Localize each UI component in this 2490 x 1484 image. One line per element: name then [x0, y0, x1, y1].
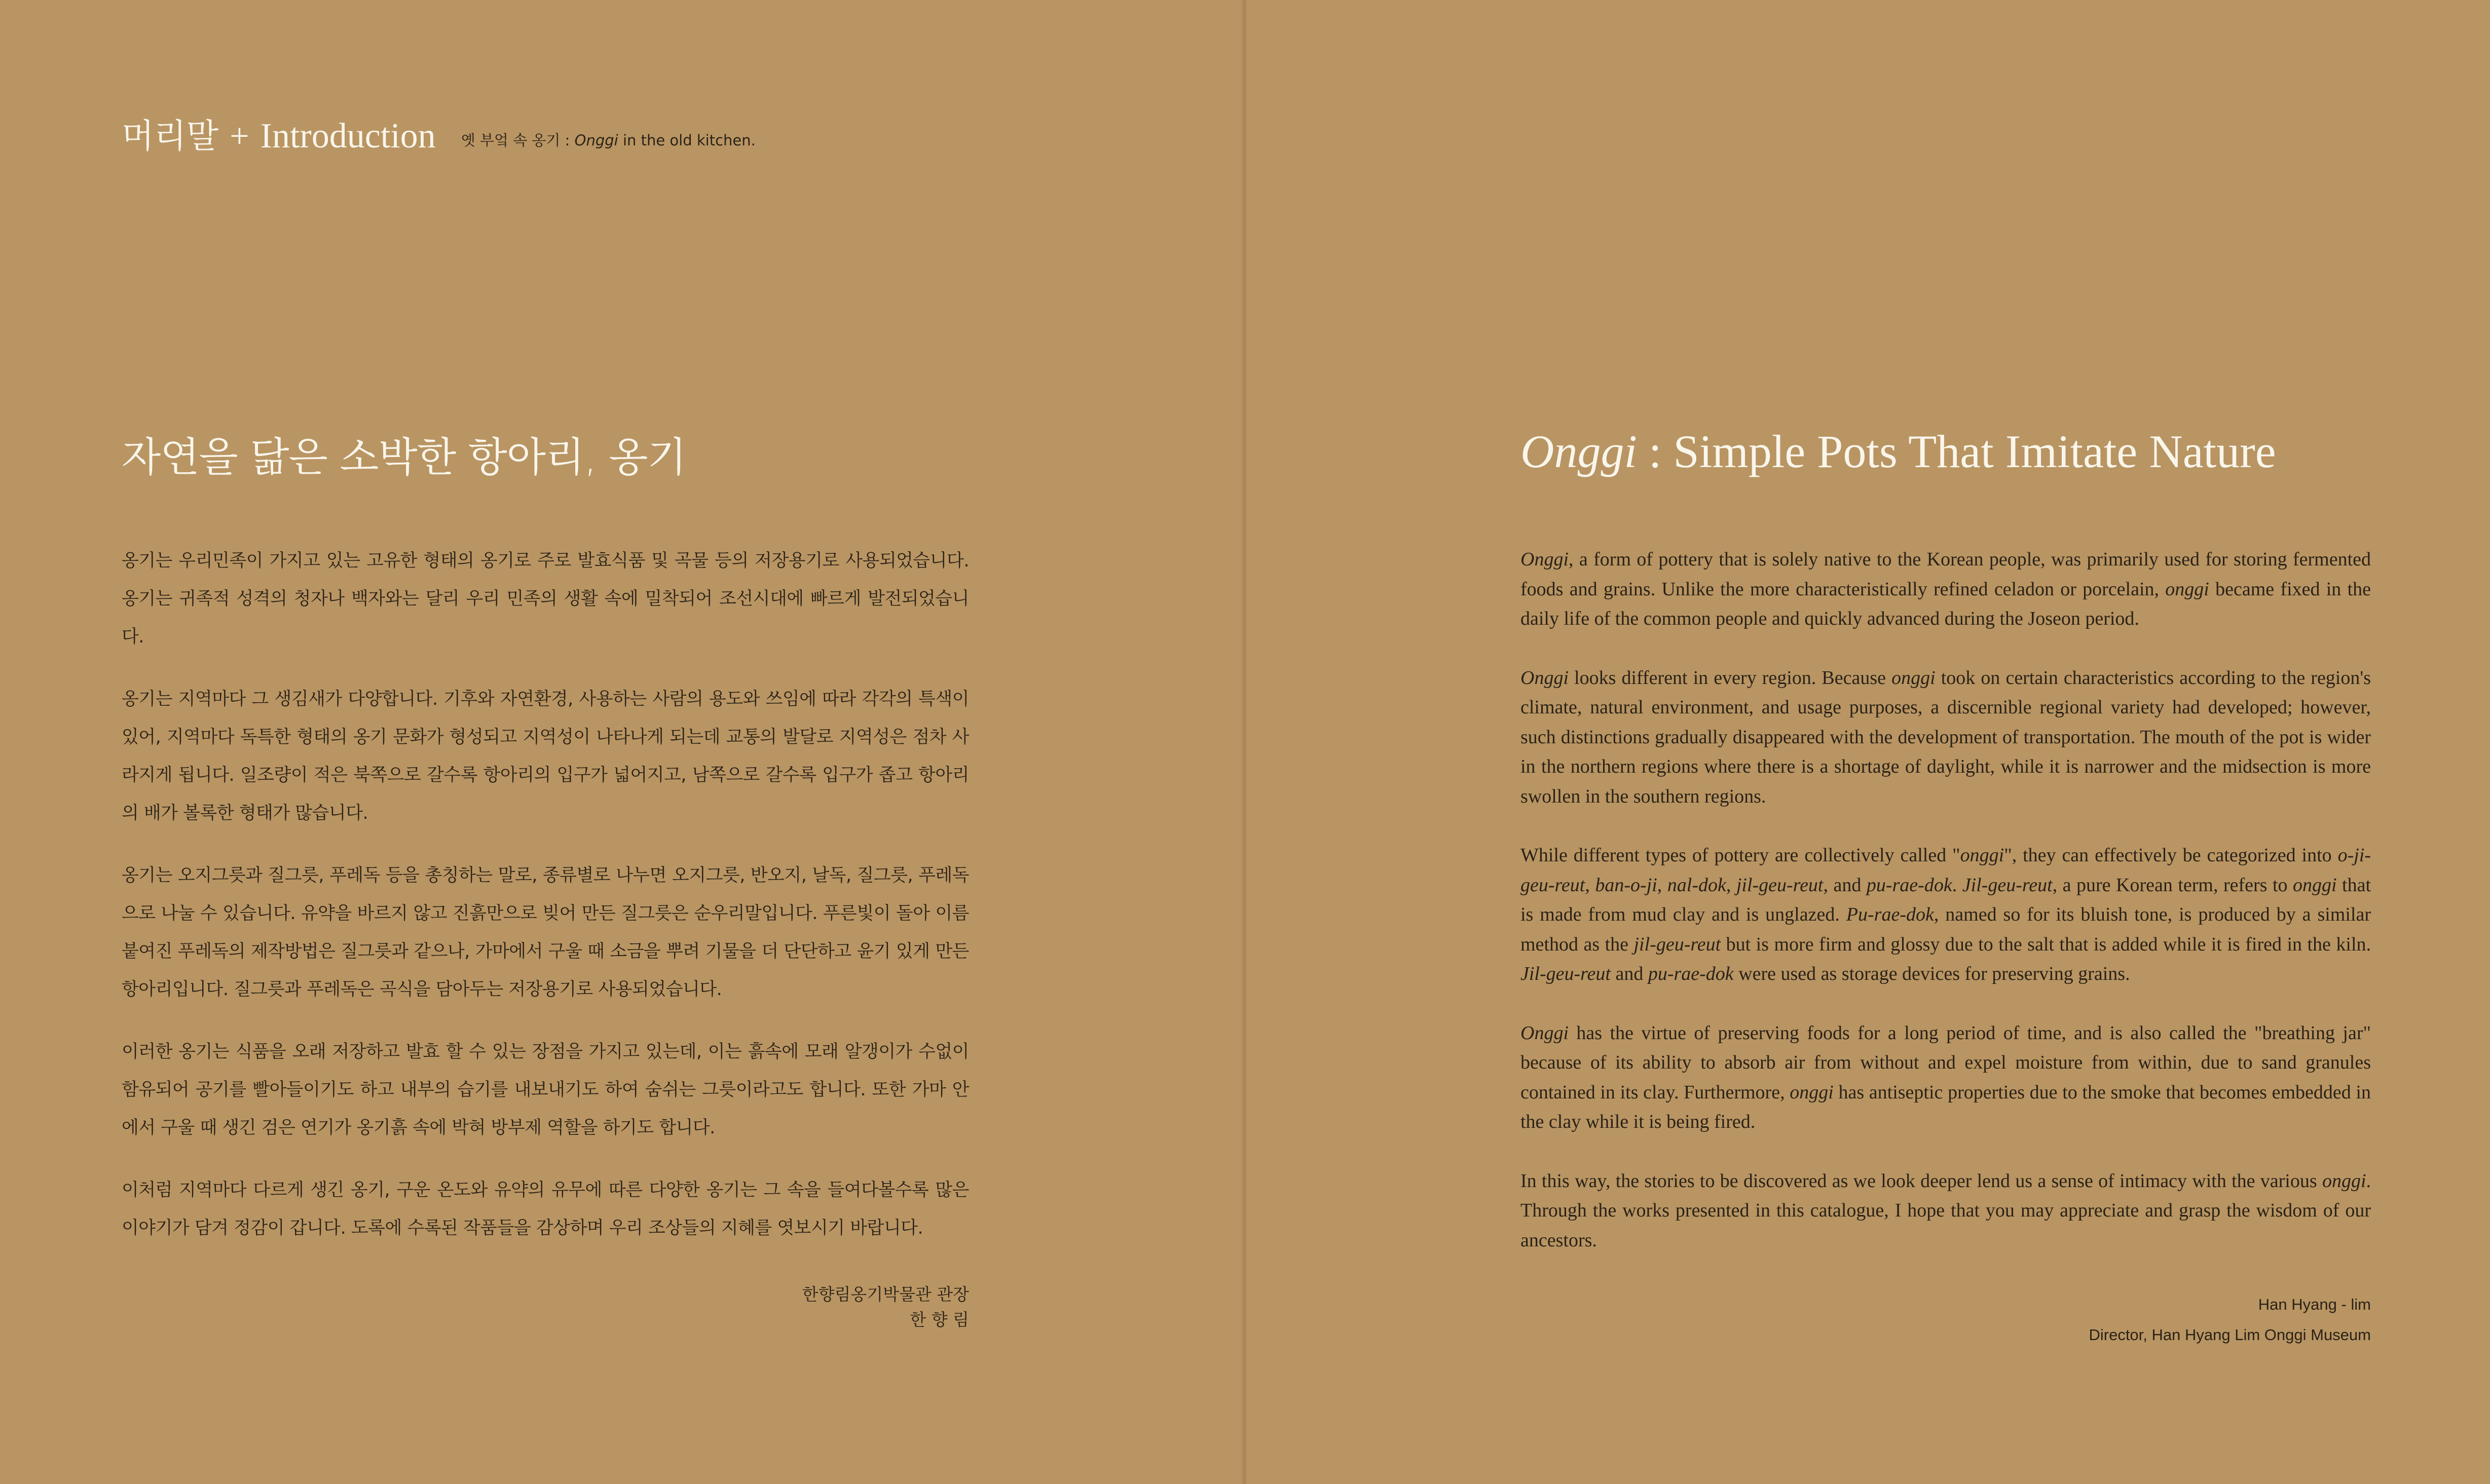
- korean-paragraph: 옹기는 오지그릇과 질그릇, 푸레독 등을 총칭하는 말로, 종류별로 나누면 오지그릇, 반오지, 날독, 질그릇, 푸레독으로 나눌 수 있습니다. 유약을 바르지 않고 진흙만으로 빚어 만든 질그릇은 순우리말입니다. 푸른빛이 돌아 이름 붙여진 푸레독의 제작방법은 질그릇과 같으나, 가마에서 구울 때 소금을 뿌려 기물을 더 단단하고 윤기 있게 만든 항아리입니다. 질그릇과 푸레독은 곡식을 담아두는 저장용기로 사용되었습니다.: [122, 865, 969, 1000]
- text-run: ,: [1726, 874, 1736, 896]
- header-korean: 머리말: [122, 117, 219, 156]
- text-run: became fixed in the daily life of the common people and quickly advanced during the Joseon period.: [1520, 578, 2371, 629]
- english-paragraph: [1520, 545, 2371, 634]
- english-title: Onggi : Simple Pots That Imitate Nature: [1520, 426, 2276, 477]
- korean-signature: [659, 1282, 969, 1333]
- english-body: [1520, 545, 2371, 1284]
- italic-term: onggi: [2165, 578, 2209, 600]
- text-run: but is more firm and glossy due to the salt that is added while it is fired in the kiln.: [1721, 933, 2371, 955]
- korean-paragraph: 이처럼 지역마다 다르게 생긴 옹기, 구운 온도와 유약의 유무에 따른 다양한 옹기는 그 속을 들여다볼수록 많은 이야기가 담겨 정감이 갑니다. 도록에 수록된 작품들을 감상하며 우리 조상들의 지혜를 엿보시기 바랍니다.: [122, 1180, 969, 1238]
- english-signature: [1926, 1289, 2371, 1350]
- italic-term: Onggi: [1520, 1022, 1569, 1044]
- signature-title: Director, Han Hyang Lim Onggi Museum: [2089, 1326, 2371, 1344]
- text-run: , a form of pottery that is solely native to the Korean people, was primarily used for storing fermented foods and grains. Unlike the more characteristically refined celadon or porcelain,: [1520, 549, 2371, 600]
- italic-term: nal-dok: [1667, 874, 1726, 896]
- text-run: ,: [1585, 874, 1595, 896]
- english-paragraph: [1520, 1166, 2371, 1255]
- header-english: Introduction: [260, 117, 436, 156]
- italic-term: onggi: [2293, 874, 2337, 896]
- signature-name: Han Hyang - lim: [2258, 1296, 2371, 1313]
- italic-term: ban-o-ji: [1595, 874, 1657, 896]
- section-header: [122, 109, 756, 157]
- italic-term: onggi: [2322, 1170, 2366, 1192]
- english-paragraph: [1520, 1018, 2371, 1137]
- text-run: .: [1952, 874, 1962, 896]
- text-run: has the virtue of preserving foods for a long period of time, and is also called the "breathing jar" because of its ability to absorb air from without and expel moisture from within, due to sand granules contained in its clay. Furthermore,: [1520, 1022, 2371, 1103]
- italic-term: onggi: [1790, 1081, 1834, 1103]
- text-run: , a pure Korean term, refers to: [2052, 874, 2293, 896]
- italic-term: jil-geu-reut: [1736, 874, 1824, 896]
- header-subtitle: 옛 부엌 속 옹기 : Onggi in the old kitchen.: [461, 132, 756, 149]
- italic-term: o-ji-geu-reut: [1520, 845, 2371, 896]
- text-run: While different types of pottery are collectively called ": [1520, 845, 1960, 866]
- korean-paragraph: 이러한 옹기는 식품을 오래 저장하고 발효 할 수 있는 장점을 가지고 있는데, 이는 흙속에 모래 알갱이가 수없이 함유되어 공기를 빨아들이기도 하고 내부의 습기를 내보내기도 하여 숨쉬는 그릇이라고도 합니다. 또한 가마 안에서 구울 때 생긴 검은 연기가 옹기흙 속에 박혀 방부제 역할을 하기도 합니다.: [122, 1042, 969, 1138]
- left-page: [0, 0, 1244, 1484]
- text-run: were used as storage devices for preserving grains.: [1733, 963, 2130, 984]
- text-run: In this way, the stories to be discovered as we look deeper lend us a sense of intimacy with the various: [1520, 1170, 2322, 1192]
- header-plus: +: [230, 117, 249, 155]
- korean-paragraph: 옹기는 우리민족이 가지고 있는 고유한 형태의 옹기로 주로 발효식품 및 곡물 등의 저장용기로 사용되었습니다. 옹기는 귀족적 성격의 청자나 백자와는 달리 우리 민족의 생활 속에 밀착되어 조선시대에 빠르게 발전되었습니다.: [122, 551, 969, 647]
- italic-term: jil-geu-reut: [1633, 933, 1721, 955]
- text-run: that is made from mud clay and is unglazed.: [1520, 874, 2371, 925]
- italic-term: onggi: [1960, 845, 2004, 866]
- text-run: took on certain characteristics according to the region's climate, natural environment, and usage purposes, a discernible regional variety had developed; however, such distinctions gradually disappeared with the development of transportation. The mouth of the pot is wider in the northern regions where there is a shortage of daylight, while it is narrower and the midsection is more swollen in the southern regions.: [1520, 667, 2371, 807]
- text-run: , and: [1823, 874, 1867, 896]
- book-gutter: [1241, 0, 1248, 1484]
- text-run: and: [1610, 963, 1648, 984]
- korean-body: [122, 542, 969, 1272]
- italic-term: Jil-geu-reut: [1520, 963, 1611, 984]
- text-run: , named so for its bluish tone, is produced by a similar method as the: [1520, 904, 2371, 955]
- text-run: . Through the works presented in this catalogue, I hope that you may appreciate and grasp the wisdom of our ancestors.: [1520, 1170, 2371, 1251]
- text-run: ", they can effectively be categorized into: [2004, 845, 2338, 866]
- english-paragraph: [1520, 841, 2371, 989]
- text-run: ,: [1657, 874, 1667, 896]
- italic-term: Pu-rae-dok: [1846, 904, 1934, 925]
- signature-name: 한 향 림: [910, 1310, 969, 1329]
- italic-term: pu-rae-dok: [1866, 874, 1952, 896]
- english-paragraph: [1520, 663, 2371, 812]
- italic-term: pu-rae-dok: [1648, 963, 1734, 984]
- italic-term: Onggi: [1520, 549, 1569, 570]
- text-run: has antiseptic properties due to the smoke that becomes embedded in the clay while it is being fired.: [1520, 1081, 2371, 1132]
- text-run: looks different in every region. Because: [1569, 667, 1892, 689]
- italic-term: Jil-geu-reut: [1962, 874, 2053, 896]
- italic-term: onggi: [1891, 667, 1936, 689]
- signature-title: 한향림옹기박물관 관장: [802, 1284, 969, 1304]
- italic-term: Onggi: [1520, 667, 1569, 689]
- korean-title: 자연을 닮은 소박한 항아리, 옹기: [122, 434, 686, 481]
- korean-paragraph: 옹기는 지역마다 그 생김새가 다양합니다. 기후와 자연환경, 사용하는 사람의 용도와 쓰임에 따라 각각의 특색이 있어, 지역마다 독특한 형태의 옹기 문화가 형성되고 지역성이 나타나게 되는데 교통의 발달로 지역성은 점차 사라지게 됩니다. 일조량이 적은 북쪽으로 갈수록 항아리의 입구가 넓어지고, 남쪽으로 갈수록 입구가 좁고 항아리의 배가 볼록한 형태가 많습니다.: [122, 689, 969, 823]
